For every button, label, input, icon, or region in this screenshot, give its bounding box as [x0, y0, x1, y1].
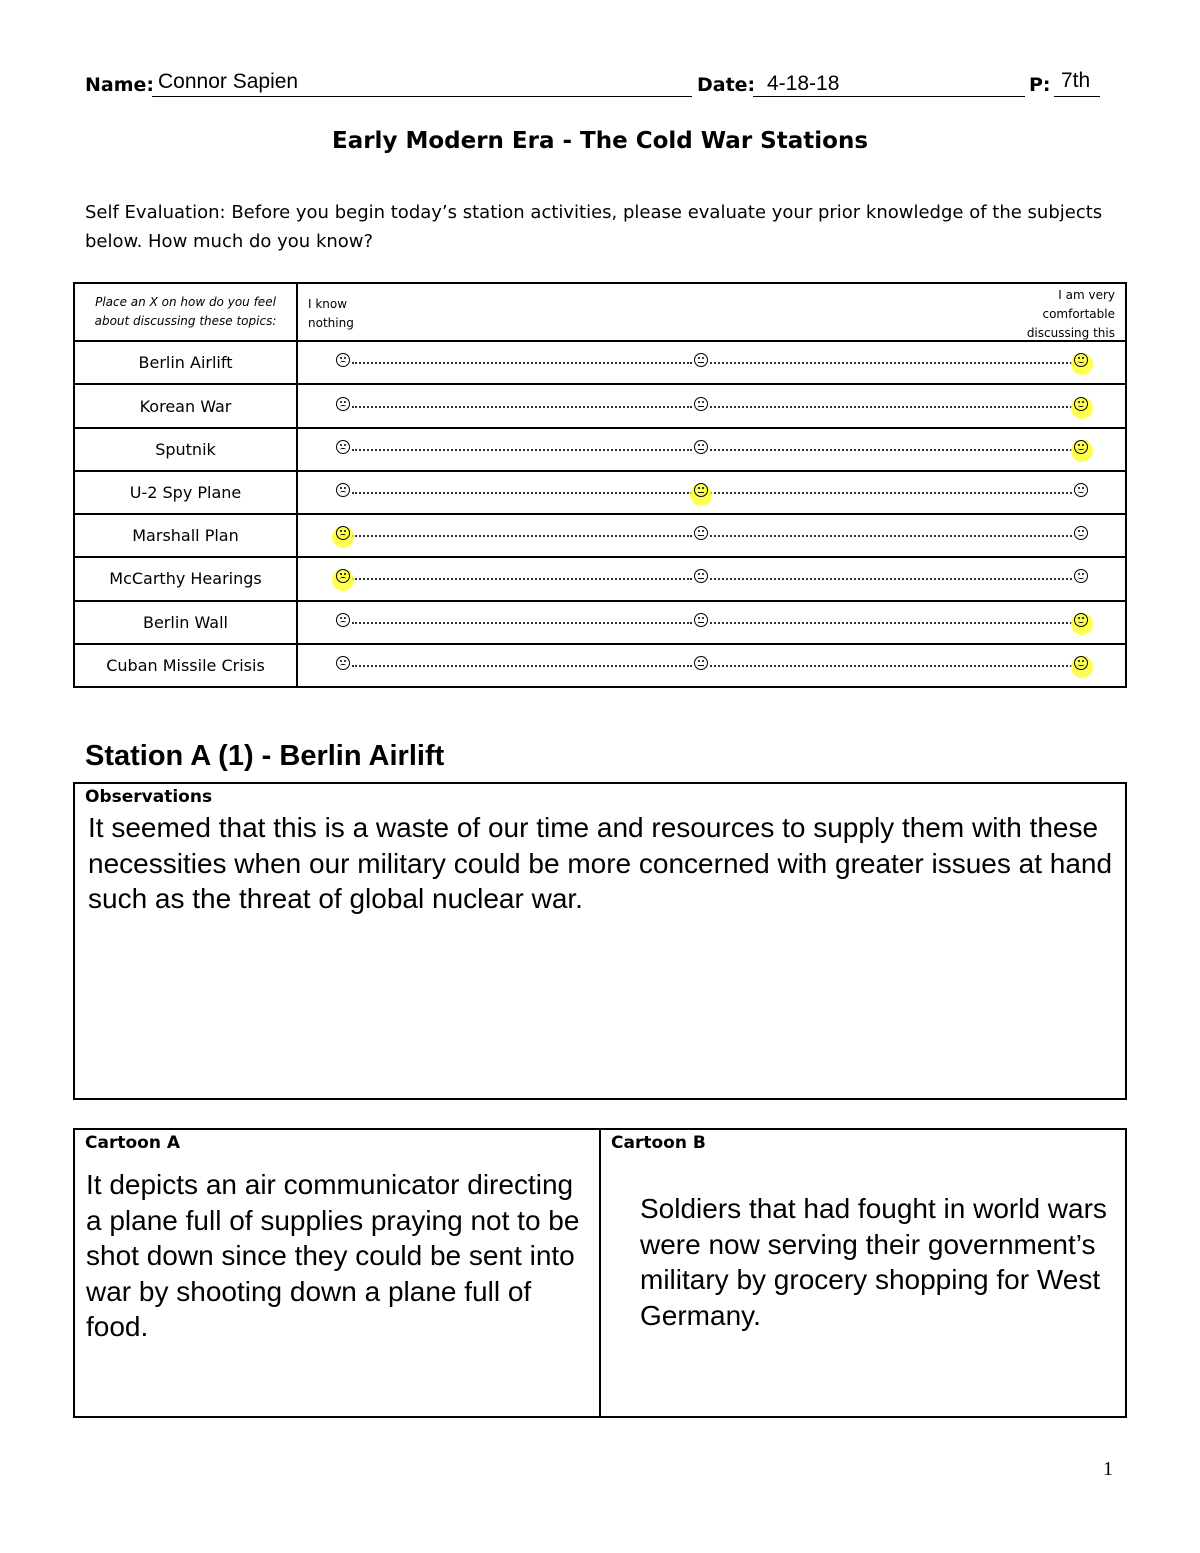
page-number: 1	[1103, 1458, 1113, 1480]
neutral-face-icon[interactable]	[694, 569, 708, 583]
instruction-line-1: Place an X on how do you feel	[95, 295, 276, 310]
scale-dotted-line	[352, 578, 692, 580]
happy-face-icon[interactable]	[1074, 397, 1088, 411]
sad-face-icon[interactable]	[336, 613, 350, 627]
cartoon-a-label: Cartoon A	[85, 1133, 180, 1153]
date-label: Date:	[697, 74, 756, 96]
scale-header-cell	[297, 283, 1126, 341]
evaluation-row	[74, 471, 1126, 514]
cartoon-a-box[interactable]	[73, 1128, 601, 1418]
topic-label: U-2 Spy Plane	[74, 471, 297, 514]
rating-scale-cell[interactable]	[297, 428, 1126, 471]
neutral-face-icon[interactable]	[694, 526, 708, 540]
cartoon-b-box[interactable]	[599, 1128, 1127, 1418]
sad-face-icon[interactable]	[336, 656, 350, 670]
evaluation-row	[74, 428, 1126, 471]
sad-face-icon[interactable]	[336, 397, 350, 411]
scale-high-line-2: comfortable	[1042, 307, 1115, 322]
cartoon-a-answer[interactable]: It depicts an air communicator directing a plane full of supplies praying not to be shot down since they could be sent into war by shooting down a plane full of food.	[86, 1169, 580, 1342]
topic-label: Marshall Plan	[74, 514, 297, 557]
evaluation-row	[74, 601, 1126, 644]
scale-low-label	[308, 295, 354, 333]
happy-face-icon[interactable]	[1074, 483, 1088, 497]
neutral-face-icon[interactable]	[694, 353, 708, 367]
scale-dotted-line	[710, 362, 1072, 364]
name-underline	[152, 96, 692, 97]
scale-low-line-1: I know	[308, 297, 348, 312]
happy-face-icon[interactable]	[1074, 526, 1088, 540]
scale-dotted-line	[352, 449, 692, 451]
sad-face-icon[interactable]	[336, 353, 350, 367]
scale-dotted-line	[710, 665, 1072, 667]
scale-dotted-line	[352, 535, 692, 537]
evaluation-row	[74, 514, 1126, 557]
rating-scale-cell[interactable]	[297, 514, 1126, 557]
topic-label: McCarthy Hearings	[74, 557, 297, 600]
cartoon-b-answer[interactable]: Soldiers that had fought in world wars were now serving their government’s military by grocery shopping for West Germany.	[640, 1193, 1107, 1331]
happy-face-icon[interactable]	[1074, 656, 1088, 670]
cartoon-b-label: Cartoon B	[611, 1133, 706, 1153]
topic-label: Sputnik	[74, 428, 297, 471]
scale-dotted-line	[710, 492, 1072, 494]
name-field[interactable]: Connor Sapien	[158, 70, 299, 93]
scale-dotted-line	[710, 406, 1072, 408]
rating-scale-cell[interactable]	[297, 644, 1126, 687]
rating-scale-cell[interactable]	[297, 341, 1126, 384]
date-field[interactable]: 4-18-18	[767, 72, 840, 95]
evaluation-row	[74, 384, 1126, 427]
happy-face-icon[interactable]	[1074, 569, 1088, 583]
neutral-face-icon[interactable]	[694, 440, 708, 454]
self-evaluation-instructions: Self Evaluation: Before you begin today’s station activities, please evaluate your prior knowledge of the subjects below. How much do you know?	[85, 202, 1103, 252]
happy-face-icon[interactable]	[1074, 613, 1088, 627]
topic-label: Cuban Missile Crisis	[74, 644, 297, 687]
neutral-face-icon[interactable]	[694, 656, 708, 670]
instruction-line-2: about discussing these topics:	[94, 314, 277, 329]
scale-high-line-1: I am very	[1058, 288, 1115, 303]
topic-label: Berlin Wall	[74, 601, 297, 644]
table-header-row	[74, 283, 1126, 341]
scale-dotted-line	[710, 449, 1072, 451]
scale-dotted-line	[352, 492, 692, 494]
rating-scale-cell[interactable]	[297, 471, 1126, 514]
sad-face-icon[interactable]	[336, 483, 350, 497]
scale-dotted-line	[352, 665, 692, 667]
period-label: P:	[1029, 74, 1051, 96]
neutral-face-icon[interactable]	[694, 483, 708, 497]
scale-high-line-3: discussing this	[1026, 326, 1115, 341]
observations-label: Observations	[85, 787, 213, 807]
scale-dotted-line	[352, 406, 692, 408]
scale-dotted-line	[710, 578, 1072, 580]
scale-dotted-line	[710, 535, 1072, 537]
rating-scale-cell[interactable]	[297, 384, 1126, 427]
scale-high-label	[1027, 286, 1115, 343]
topic-label: Korean War	[74, 384, 297, 427]
date-underline	[753, 96, 1025, 97]
self-evaluation-table	[73, 282, 1127, 688]
period-underline	[1054, 96, 1100, 97]
neutral-face-icon[interactable]	[694, 397, 708, 411]
period-field[interactable]: 7th	[1061, 69, 1091, 92]
rating-scale-cell[interactable]	[297, 557, 1126, 600]
observations-box[interactable]	[73, 782, 1127, 1100]
page-title: Early Modern Era - The Cold War Stations	[331, 128, 869, 154]
instruction-cell	[74, 283, 297, 341]
happy-face-icon[interactable]	[1074, 440, 1088, 454]
topic-label: Berlin Airlift	[74, 341, 297, 384]
sad-face-icon[interactable]	[336, 440, 350, 454]
scale-dotted-line	[352, 622, 692, 624]
evaluation-row	[74, 341, 1126, 384]
evaluation-row	[74, 644, 1126, 687]
station-title: Station A (1) - Berlin Airlift	[85, 740, 445, 772]
scale-dotted-line	[352, 362, 692, 364]
name-label: Name:	[85, 74, 155, 96]
scale-low-line-2: nothing	[308, 316, 354, 331]
evaluation-row	[74, 557, 1126, 600]
scale-dotted-line	[710, 622, 1072, 624]
observations-answer[interactable]: It seemed that this is a waste of our time and resources to supply them with these necessities when our military could be more concerned with greater issues at hand such as the threat of global nuclear war.	[88, 812, 1113, 914]
neutral-face-icon[interactable]	[694, 613, 708, 627]
rating-scale-cell[interactable]	[297, 601, 1126, 644]
